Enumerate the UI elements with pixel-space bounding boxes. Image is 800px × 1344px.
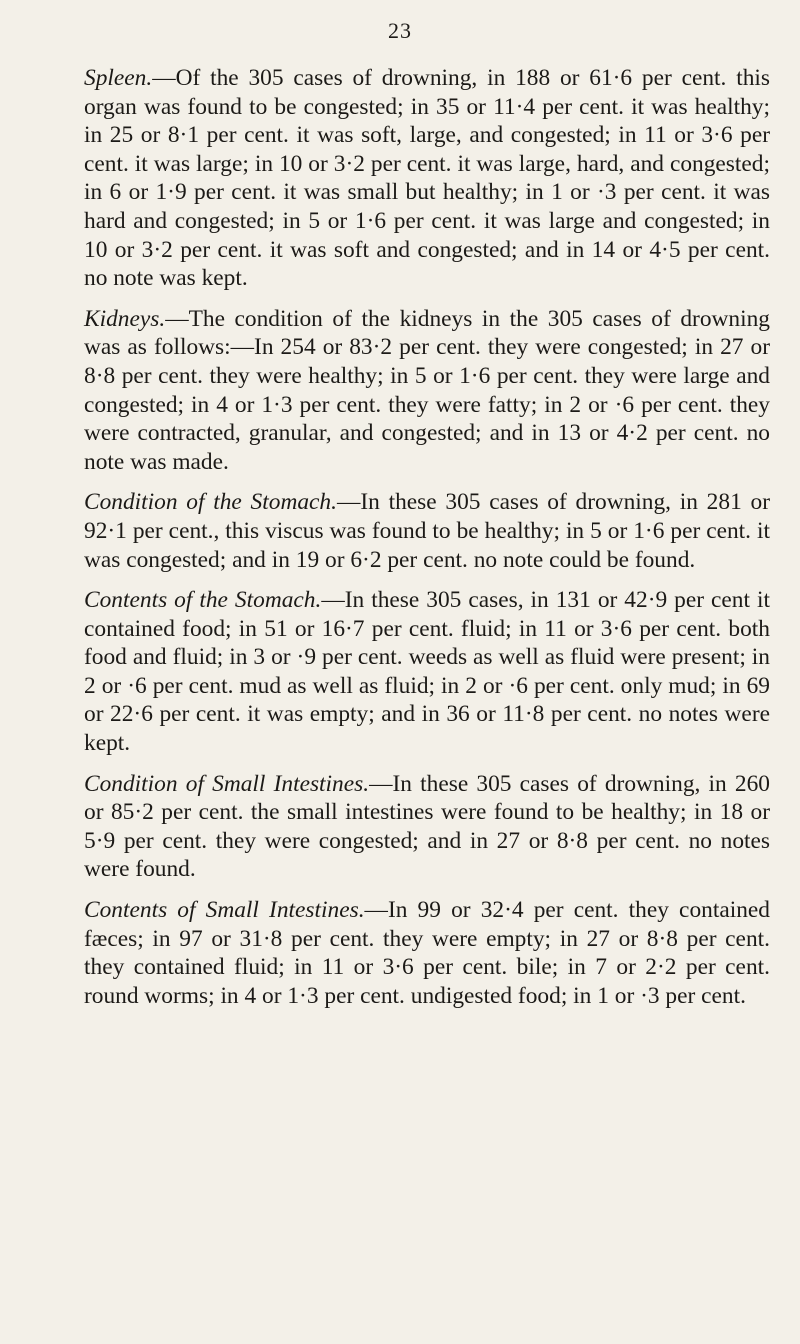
text-small-intestines-contents: —In 99 or 32·4 per cent. they contained fæces; in 97 or 31·8 per cent. they were empty; in 27 or 8·8 per cent. they contained fluid; in 11 or 3·6 per cent. bile; in 7 or 2·2 per cent. round worms; in 4 or 1·3 per cent. undigested food; in 1 or ·3 per cent. [84, 897, 770, 1009]
body-text [84, 64, 770, 1022]
paragraph-small-intestines-contents [84, 896, 770, 1010]
paragraph-stomach-contents [84, 586, 770, 758]
text-stomach-condition: —In these 305 cases of drowning, in 281 or 92·1 per cent., this viscus was found to be healthy; in 5 or 1·6 per cent. it was congested; and in 19 or 6·2 per cent. no note could be found. [84, 489, 770, 573]
text-spleen: —Of the 305 cases of drowning, in 188 or 61·6 per cent. this organ was found to be congested; in 35 or 11·4 per cent. it was healthy; in 25 or 8·1 per cent. it was soft, large, and congested; in 11 or 3·6 per cent. it was large; in 10 or 3·2 per cent. it was large, hard, and congested; in 6 or 1·9 per cent. it was small but healthy; in 1 or ·3 per cent. it was hard and congested; in 5 or 1·6 per cent. it was large and congested; in 10 or 3·2 per cent. it was soft and congested; and in 14 or 4·5 per cent. no note was kept. [84, 65, 770, 292]
paragraph-small-intestines-condition [84, 770, 770, 884]
heading-small-intestines-contents: Contents of Small Intestines. [84, 897, 365, 924]
text-small-intestines-condition: —In these 305 cases of drowning, in 260 or 85·2 per cent. the small intestines were found to be healthy; in 18 or 5·9 per cent. they were congested; and in 27 or 8·8 per cent. no notes were found. [84, 770, 770, 883]
heading-spleen: Spleen. [84, 65, 153, 91]
heading-stomach-contents: Contents of the Stomach. [84, 587, 322, 614]
heading-stomach-condition: Condition of the Stomach. [84, 489, 337, 516]
heading-small-intestines-condition: Condition of Small Intestines. [84, 770, 370, 797]
page-number: 23 [388, 18, 412, 43]
paragraph-kidneys [84, 305, 770, 477]
paragraph-stomach-condition [84, 488, 770, 574]
heading-kidneys: Kidneys. [84, 305, 166, 332]
text-stomach-contents: —In these 305 cases, in 131 or 42·9 per cent it contained food; in 51 or 16·7 per cent. fluid; in 11 or 3·6 per cent. both food and fluid; in 3 or ·9 per cent. weeds as well as fluid were present; in 2 or ·6 per cent. mud as well as fluid; in 2 or ·6 per cent. only mud; in 69 or 22·6 per cent. it was empty; and in 36 or 11·8 per cent. no notes were kept. [84, 587, 770, 757]
paragraph-spleen [84, 64, 770, 293]
text-kidneys: —The condition of the kidneys in the 305 cases of drowning was as follows:—In 254 or 83·2 per cent. they were congested; in 27 or 8·8 per cent. they were healthy; in 5 or 1·6 per cent. they were large and congested; in 4 or 1·3 per cent. they were fatty; in 2 or ·6 per cent. they were contracted, granular, and congested; and in 13 or 4·2 per cent. no note was made. [84, 305, 770, 475]
